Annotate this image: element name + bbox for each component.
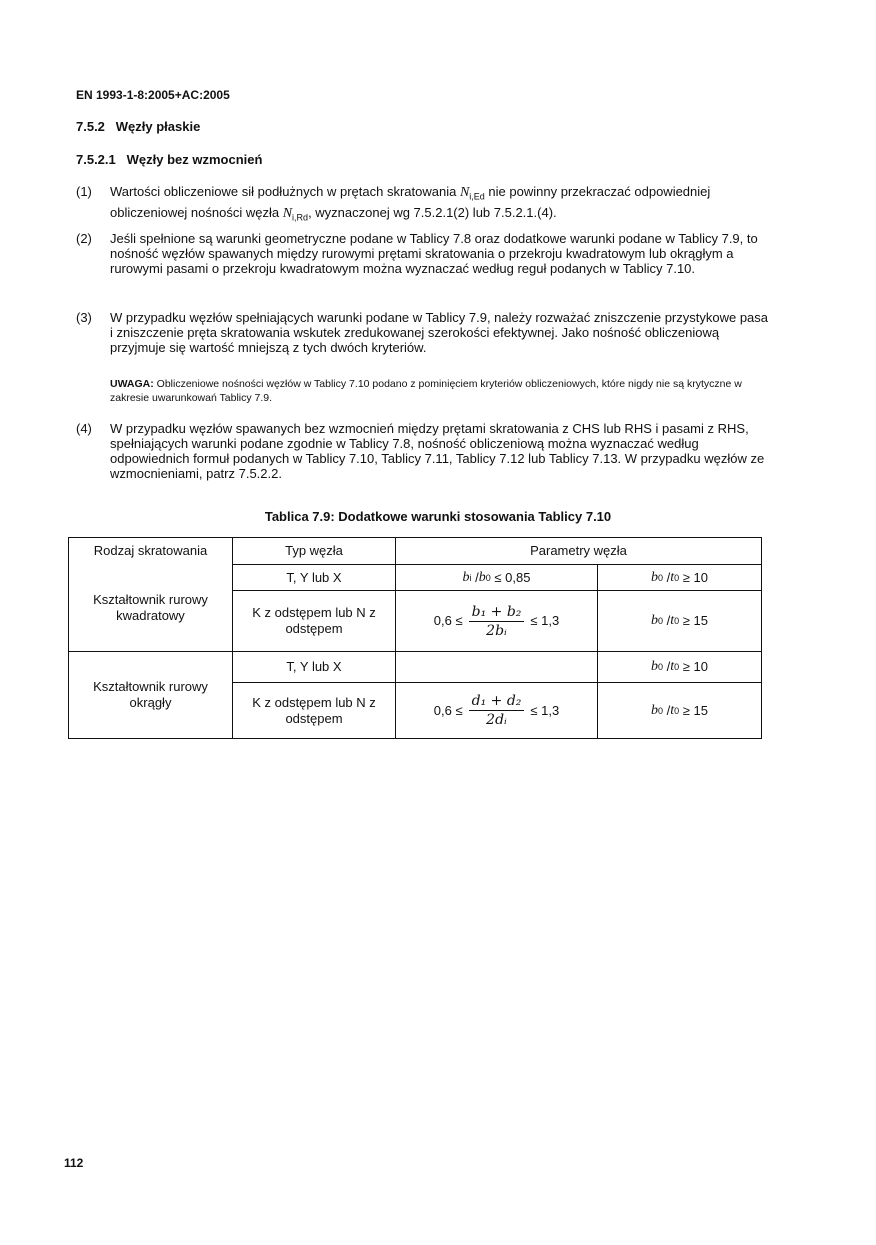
paragraph-3 [76, 310, 776, 358]
paragraph-4 [76, 421, 776, 483]
paragraph-1 [76, 184, 776, 223]
paragraph-number: (4) [76, 421, 92, 436]
table-border-bottom [68, 738, 762, 739]
conditions-table [68, 537, 762, 739]
row-circular-ty-label: T, Y lub X [286, 659, 342, 674]
row-square-kn-label: K z odstępem lub N z odstępem [252, 605, 376, 636]
page-number: 112 [64, 1156, 84, 1170]
table-caption: Tablica 7.9: Dodatkowe warunki stosowania Tablicy 7.10 [264, 509, 612, 524]
section-number: 7.5.2 [76, 119, 105, 134]
header-joint-type: Typ węzła [285, 543, 343, 558]
row-square-ty-label: T, Y lub X [286, 569, 342, 585]
paragraph-text: Jeśli spełnione są warunki geometryczne podane w Tablicy 7.8 oraz dodatkowe warunki podane w Tablicy 7.9, to nośność węzłów spawanych między rurowymi prętami skratowania o przekroju kwadratowym lub okrągłym a rurowymi pasami o przekroju kwadratowym można wyznaczać według reguł podanych w Tablicy 7.10. [110, 231, 758, 276]
row-circular-kn-label: K z odstępem lub N z odstępem [252, 694, 376, 726]
table-border-right [761, 537, 762, 739]
note [110, 377, 770, 405]
subsection-heading [76, 152, 262, 167]
paragraph-number: (3) [76, 310, 92, 325]
standard-header: EN 1993-1-8:2005+AC:2005 [76, 88, 230, 102]
row-circular-type: Kształtownik rurowy okrągły [93, 679, 208, 710]
subsection-number: 7.5.2.1 [76, 152, 116, 167]
fraction: $\frac{\text{d₁ + d₂}}{\text{2dᵢ}}$ [469, 693, 525, 728]
note-text: Obliczeniowe nośności węzłów w Tablicy 7.10 podano z pominięciem kryteriów obliczeniowych, które nigdy nie są krytyczne w zakresie uwarunkowań Tablicy 7.9. [110, 378, 742, 404]
note-label: UWAGA: [110, 378, 154, 390]
header-bracing-type: Rodzaj skratowania [93, 543, 208, 558]
header-joint-parameters: Parametry węzła [530, 543, 627, 558]
row-circular-kn-gap-ratio: 0,6 ≤ $\frac{\text{d₁ + d₂}}{\text{2dᵢ}}$ ≤ 1,3 [433, 693, 560, 728]
section-heading [76, 119, 200, 134]
paragraph-text: W przypadku węzłów spawanych bez wzmocnień między prętami skratowania z CHS lub RHS i pasami z RHS, spełniających warunki podane zgodnie w Tablicy 7.8, nośność obliczeniową można wyznaczać według odpowiednich formuł podanych w Tablicy 7.10, Tablicy 7.11, Tablicy 7.12 lub Tablicy 7.13. W przypadku węzłów ze wzmocnieniami, patrz 7.5.2.2. [110, 421, 765, 481]
row-square-ty-slenderness: b 0 / t 0 ≥ 10 [651, 569, 708, 585]
fraction: $\frac{\text{b₁ + b₂}}{\text{2bᵢ}}$ [469, 604, 525, 639]
section-title: Węzły płaskie [115, 119, 201, 134]
row-circular-ty-ratio-empty [396, 652, 597, 682]
subsection-title: Węzły bez wzmocnień [126, 152, 263, 167]
row-square-type: Kształtownik rurowy kwadratowy [93, 592, 208, 623]
row-circular-kn-slenderness: b 0 / t 0 ≥ 15 [651, 702, 708, 718]
paragraph-text: W przypadku węzłów spełniających warunki podane w Tablicy 7.9, należy rozważać zniszczenie przystykowe pasa i zniszczenie pręta skratowania wskutek zredukowanej szerokości efektywnej. Jako nośność obliczeniową przyjmuje się wartość mniejszą z tych dwóch kryteriów. [110, 310, 769, 355]
paragraph-number: (2) [76, 231, 92, 246]
row-square-ty-ratio: b i / b 0 ≤ 0,85 [462, 569, 531, 585]
paragraph-number: (1) [76, 184, 92, 199]
paragraph-2 [76, 231, 776, 293]
row-square-kn-slenderness: b 0 / t 0 ≥ 15 [651, 613, 708, 628]
row-square-kn-gap-ratio: 0,6 ≤ $\frac{\text{b₁ + b₂}}{\text{2bᵢ}}$ ≤ 1,3 [433, 603, 560, 639]
paragraph-text: Wartości obliczeniowe sił podłużnych w prętach skratowania $N_{i,Ed}$ nie powinny przekraczać odpowiedniej obliczeniowej nośności węzła $N_{i,Rd}$, wyznaczonej wg 7.5.2.1(2) lub 7.5.2.1.(4). [110, 184, 711, 223]
row-circular-ty-slenderness: b 0 / t 0 ≥ 10 [651, 659, 708, 674]
